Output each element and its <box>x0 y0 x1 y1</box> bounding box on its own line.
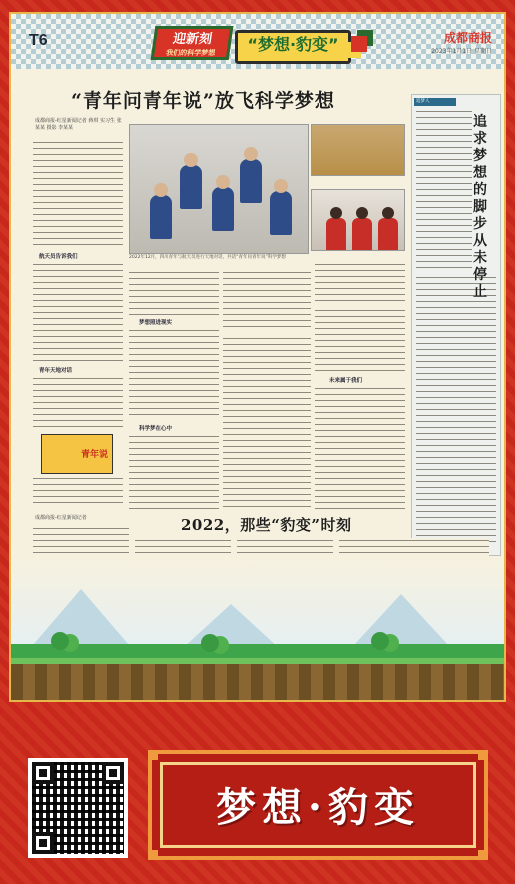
pixel-corner-icon <box>148 750 158 760</box>
qr-finder-icon <box>32 762 54 784</box>
photo-caption: 2022年12月，四川青年与航天员进行天地对话，共话“青年问青年说”科学梦想 <box>129 255 286 260</box>
text-column <box>315 386 405 510</box>
text-column <box>129 434 219 510</box>
text-column <box>223 336 311 510</box>
qr-finder-icon <box>102 762 124 784</box>
newspaper-page <box>9 12 506 702</box>
section-badge-right: “梦想·豹变” <box>235 30 351 64</box>
sidebar-title: 追求梦想的脚步从未停止 <box>473 114 487 300</box>
astronaut-figure <box>180 165 202 209</box>
text-column <box>135 538 231 558</box>
article2-headline: 2022，那些“豹变”时刻 <box>181 516 352 534</box>
footer-banner <box>148 750 488 860</box>
text-column <box>416 275 496 545</box>
pixel-corner-icon <box>478 750 488 760</box>
astronaut-figure <box>270 191 292 235</box>
brand-name: 成都商报 <box>443 31 492 45</box>
text-column <box>33 140 123 250</box>
bush-icon <box>51 632 69 650</box>
text-column <box>33 476 123 508</box>
footer-banner-text: 梦想·豹变 <box>216 784 420 831</box>
article2-byline: 成都商报-红星新闻记者 <box>35 515 87 521</box>
article-headline: “青年问青年说”放飞科学梦想 <box>71 90 335 112</box>
astronaut-figure <box>212 187 234 231</box>
text-column <box>315 308 405 374</box>
text-column <box>315 262 405 302</box>
badge-left-title: 迎新刻 <box>171 32 214 47</box>
text-column <box>129 328 219 420</box>
bush-icon <box>201 634 219 652</box>
student-figure <box>326 218 346 250</box>
article-subhead: 未来属于我们 <box>329 378 363 384</box>
text-column <box>339 538 489 558</box>
bush-icon <box>371 632 389 650</box>
article-subhead: 青年天地对话 <box>39 368 73 374</box>
text-column <box>129 270 219 316</box>
pixel-decoration-icon <box>351 36 367 52</box>
astronaut-figure <box>150 195 172 239</box>
pixel-ground <box>11 644 506 702</box>
student-figure <box>352 218 372 250</box>
student-figure <box>378 218 398 250</box>
badge-left-subtitle: 我们的科学梦想 <box>165 49 216 57</box>
page-number: T6 <box>29 32 48 49</box>
text-column <box>33 526 129 556</box>
text-column <box>33 376 123 431</box>
students-photo <box>311 189 405 251</box>
qr-finder-icon <box>32 832 54 854</box>
astronaut-figure <box>240 159 262 203</box>
pixel-corner-icon <box>148 850 158 860</box>
text-column <box>416 109 472 269</box>
brand-date: 2023年1月1日 星期日 <box>431 48 492 55</box>
article-subhead: 梦想照进现实 <box>139 320 173 326</box>
article-subhead: 科学梦在心中 <box>139 426 173 432</box>
text-column <box>33 262 123 362</box>
astronaut-photo <box>129 124 309 254</box>
article-subhead: 航天员告诉我们 <box>39 254 78 260</box>
sidebar-tag: 追梦人 <box>414 98 456 106</box>
article-byline: 成都商报-红星新闻记者 蒋琪 实习生 张某某 摄影 李某某 <box>35 118 122 131</box>
qr-code[interactable] <box>28 758 128 858</box>
promo-ad[interactable] <box>41 434 113 474</box>
text-column <box>237 538 333 558</box>
masthead-brand <box>431 29 492 55</box>
pixel-corner-icon <box>478 850 488 860</box>
section-badge-left <box>151 26 234 60</box>
promo-ad-text: 青年说 <box>80 450 108 460</box>
text-column <box>223 270 311 330</box>
classroom-photo <box>311 124 405 176</box>
